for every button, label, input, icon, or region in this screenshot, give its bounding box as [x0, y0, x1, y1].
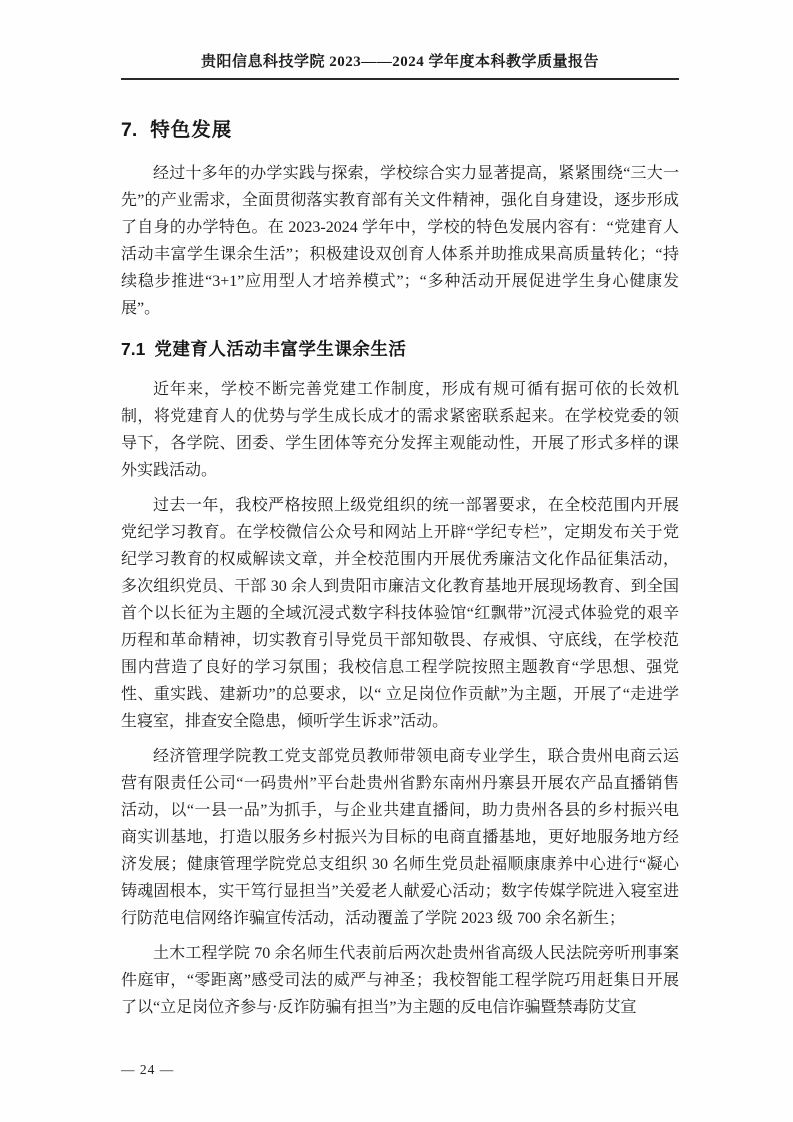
subsection-heading [121, 336, 679, 361]
header-rule [121, 78, 679, 80]
section-number: 7. [121, 119, 138, 141]
page-number: — 24 — [121, 1062, 175, 1077]
document-body [121, 114, 679, 1021]
paragraph: 经济管理学院教工党支部党员教师带领电商专业学生，联合贵州电商云运营有限责任公司“一码贵州”平台赴贵州省黔东南州丹寨县开展农产品直播销售活动，以“一县一品”为抓手，与企业共建直播间，助力贵州各县的乡村振兴电商实训基地，打造以服务乡村振兴为目标的电商直播基地，更好地服务地方经济发展；健康管理学院党总支组织 30 名师生党员赴福顺康康养中心进行“凝心铸魂固根本，实干笃行显担当”关爱老人献爱心活动；数字传媒学院进入寝室进行防范电信网络诈骗宣传活动，活动覆盖了学院 2023 级 700 余名新生； [121, 748, 679, 927]
running-header-title: 贵阳信息科技学院 2023——2024 学年度本科教学质量报告 [200, 54, 599, 70]
section-heading [121, 114, 679, 142]
subsection-number: 7.1 [121, 339, 146, 359]
paragraph: 过去一年，我校严格按照上级党组织的统一部署要求，在全校范围内开展党纪学习教育。在学校微信公众号和网站上开辟“学纪专栏”，定期发布关于党纪学习教育的权威解读文章，并全校范围内开展优秀廉洁文化作品征集活动，多次组织党员、干部 30 余人到贵阳市廉洁文化教育基地开展现场教育、到全国首个以长征为主题的全域沉浸式数字科技体验馆“红飘带”沉浸式体验党的艰辛历程和革命精神，切实教育引导党员干部知敬畏、存戒惧、守底线，在学校范围内营造了良好的学习氛围；我校信息工程学院按照主题教育“学思想、强党性、重实践、建新功”的总要求，以“ 立足岗位作贡献”为主题，开展了“走进学生寝室，排查安全隐患，倾听学生诉求”活动。 [121, 497, 679, 730]
paragraph: 近年来，学校不断完善党建工作制度，形成有规可循有据可依的长效机制，将党建育人的优势与学生成长成才的需求紧密联系起来。在学校党委的领导下，各学院、团委、学生团体等充分发挥主观能动性，开展了形式多样的课外实践活动。 [121, 381, 679, 479]
subsection-title: 党建育人活动丰富学生课余生活 [154, 339, 407, 359]
page-header [121, 50, 679, 80]
paragraph-intro: 经过十多年的办学实践与探索，学校综合实力显著提高，紧紧围绕“三大一先”的产业需求，全面贯彻落实教育部有关文件精神，强化自身建设，逐步形成了自身的办学特色。在 2023-2024 学年中，学校的特色发展内容有：“党建育人活动丰富学生课余生活”；积极建设双创育人体系并助推成果高质量转化；“持续稳步推进“3+1”应用型人才培养模式”；“多种活动开展促进学生身心健康发展”。 [121, 165, 679, 317]
page-footer [121, 1062, 174, 1078]
section-title: 特色发展 [150, 119, 233, 141]
paragraph: 土木工程学院 70 余名师生代表前后两次赴贵州省高级人民法院旁听刑事案件庭审，“零距离”感受司法的威严与神圣；我校智能工程学院巧用赶集日开展了以“立足岗位齐参与·反诈防骗有担当”为主题的反电信诈骗暨禁毒防艾宣 [121, 945, 679, 1016]
